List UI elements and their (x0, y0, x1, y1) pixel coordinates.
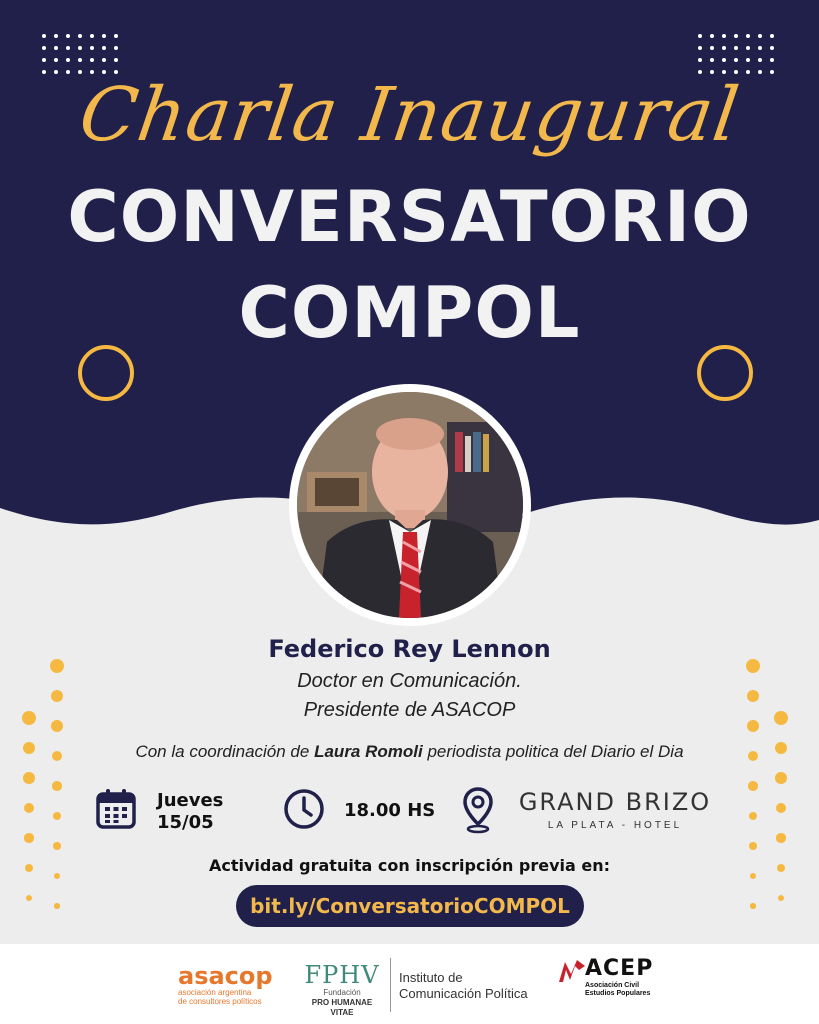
decor-dot (54, 903, 59, 908)
acep-logo (557, 956, 653, 998)
decor-dot (78, 58, 82, 62)
event-day: Jueves (157, 790, 224, 811)
speaker-photo (289, 384, 531, 626)
decor-dot (54, 46, 58, 50)
icp-logo (399, 970, 528, 1002)
decor-dot (746, 659, 760, 673)
venue-name: GRAND BRIZO (518, 788, 712, 816)
venue-logo (515, 788, 715, 831)
asacop-sub1: asociación argentina (178, 988, 252, 997)
calendar-icon (96, 788, 136, 830)
speaker-role-line1: Doctor en Comunicación. (297, 670, 522, 692)
decor-dot (90, 34, 94, 38)
decor-dot (22, 711, 36, 725)
decor-dot (698, 34, 702, 38)
decor-dot (51, 720, 63, 732)
speaker-name: Federico Rey Lennon (268, 635, 551, 663)
decor-dot (710, 58, 714, 62)
decor-dot (66, 46, 70, 50)
coordination-suffix: periodista politica del Diario el Dia (427, 742, 684, 761)
decor-dot (66, 34, 70, 38)
coordination-text (0, 742, 819, 762)
acep-sub2: Estudios Populares (585, 990, 651, 997)
script-title: Charla Inaugural (74, 72, 745, 158)
decor-dot (746, 46, 750, 50)
decor-dot (734, 34, 738, 38)
decor-dot (102, 58, 106, 62)
decor-dot (54, 58, 58, 62)
icp-line2: Comunicación Política (399, 986, 528, 1001)
decor-dot (758, 34, 762, 38)
decor-dot (42, 46, 46, 50)
decor-dot (722, 46, 726, 50)
footer-logos (0, 944, 819, 1024)
decor-dot (42, 34, 46, 38)
decor-dot (102, 34, 106, 38)
decor-dot (90, 58, 94, 62)
fphv-logo (300, 962, 384, 1018)
decor-dot (775, 772, 787, 784)
registration-text: Actividad gratuita con inscripción previa en: (208, 856, 611, 875)
decor-dot (54, 34, 58, 38)
fphv-sub2: PRO HUMANAE VITAE (311, 998, 373, 1017)
fphv-sub1: Fundación (323, 988, 361, 997)
event-time: 18.00 HS (344, 800, 436, 821)
asacop-name: asacop (178, 962, 273, 990)
decor-dot (23, 772, 35, 784)
decor-dot (747, 720, 759, 732)
asacop-sub2: de consultores políticos (178, 997, 262, 1006)
location-pin-icon (462, 786, 494, 834)
coordinator-name: Laura Romoli (314, 742, 423, 761)
clock-icon (283, 788, 325, 830)
decor-dot (114, 58, 118, 62)
logo-divider (390, 958, 391, 1012)
main-title-line1: CONVERSATORIO (67, 176, 752, 258)
decor-dot (774, 711, 788, 725)
decor-dot (734, 46, 738, 50)
fphv-mark: FPHV (304, 961, 380, 989)
coordination-prefix: Con la coordinación de (135, 742, 310, 761)
decor-dot (778, 895, 785, 902)
decor-dot (758, 46, 762, 50)
decor-dot (50, 659, 64, 673)
decor-dot (770, 58, 774, 62)
decor-dot (698, 46, 702, 50)
decor-dot (750, 903, 755, 908)
decor-dot (734, 58, 738, 62)
decor-dot (42, 58, 46, 62)
decor-dot (722, 34, 726, 38)
decor-dot (114, 34, 118, 38)
venue-subtitle: LA PLATA - HOTEL (547, 820, 683, 831)
decor-dot (746, 58, 750, 62)
speaker-portrait-illustration (297, 392, 523, 618)
registration-link[interactable]: bit.ly/ConversatorioCOMPOL (236, 885, 584, 927)
decor-dot (78, 46, 82, 50)
decor-dot (746, 34, 750, 38)
decor-dot (78, 34, 82, 38)
event-date: 15/05 (157, 812, 214, 833)
acep-sub1: Asociación Civil (585, 982, 640, 989)
decor-dot (102, 46, 106, 50)
decor-dot (770, 46, 774, 50)
decor-dot (710, 46, 714, 50)
main-title-line2: COMPOL (238, 272, 581, 354)
acep-mark-icon (557, 956, 587, 984)
decor-dot (722, 58, 726, 62)
decor-dot (770, 34, 774, 38)
decor-dot (90, 46, 94, 50)
decor-dot (749, 842, 756, 849)
acep-name: ACEP (585, 956, 654, 981)
event-info-row (0, 786, 819, 836)
decor-dot (114, 46, 118, 50)
decor-dot (26, 895, 33, 902)
decor-dot (66, 58, 70, 62)
speaker-role-line2: Presidente de ASACOP (303, 699, 516, 721)
decor-dot (710, 34, 714, 38)
icp-line1: Instituto de (399, 970, 463, 985)
decor-dot (758, 58, 762, 62)
decor-dot (698, 58, 702, 62)
asacop-logo (178, 964, 273, 1006)
decor-dot (53, 842, 60, 849)
